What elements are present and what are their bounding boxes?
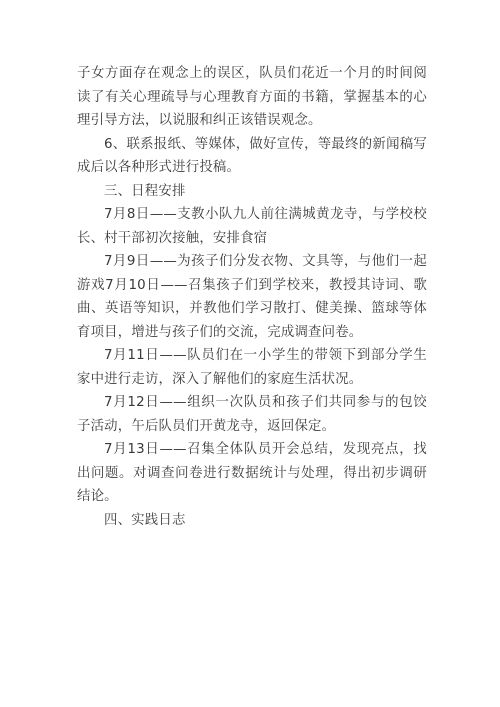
paragraph-intro-continued: 子女方面存在观念上的误区，队员们花近一个月的时间阅读了有关心理疏导与心理教育方面的书籍，掌握基本的心理引导方法，以说服和纠正该错误观念。 [77, 66, 427, 128]
schedule-item-july-8: 7月8日——支教小队九人前往满城黄龙寺，与学校校长、村干部初次接触，安排食宿 [77, 207, 427, 246]
schedule-item-july-11: 7月11日——队员们在一小学生的带领下到部分学生家中进行走访，深入了解他们的家庭生活状况。 [77, 348, 427, 387]
section-heading-practice-log: 四、实践日志 [104, 512, 186, 528]
schedule-item-july-13: 7月13日——召集全体队员开会总结，发现亮点，找出问题。对调查问卷进行数据统计与处理，得出初步调研结论。 [77, 442, 427, 504]
section-heading-schedule: 三、日程安排 [104, 183, 186, 199]
schedule-item-july-12: 7月12日——组织一次队员和孩子们共同参与的包饺子活动，午后队员们开黄龙寺，返回保定。 [77, 395, 427, 434]
paragraph-media-item: 6、联系报纸、等媒体，做好宣传，等最终的新闻稿写成后以各种形式进行投稿。 [77, 136, 427, 175]
document-page [77, 62, 427, 532]
schedule-item-july-9-10: 7月9日——为孩子们分发衣物、文具等，与他们一起游戏7月10日——召集孩子们到学校来，教授其诗词、歌曲、英语等知识，并教他们学习散打、健美操、篮球等体育项目，增进与孩子们的交流，完成调查问卷。 [77, 254, 427, 340]
